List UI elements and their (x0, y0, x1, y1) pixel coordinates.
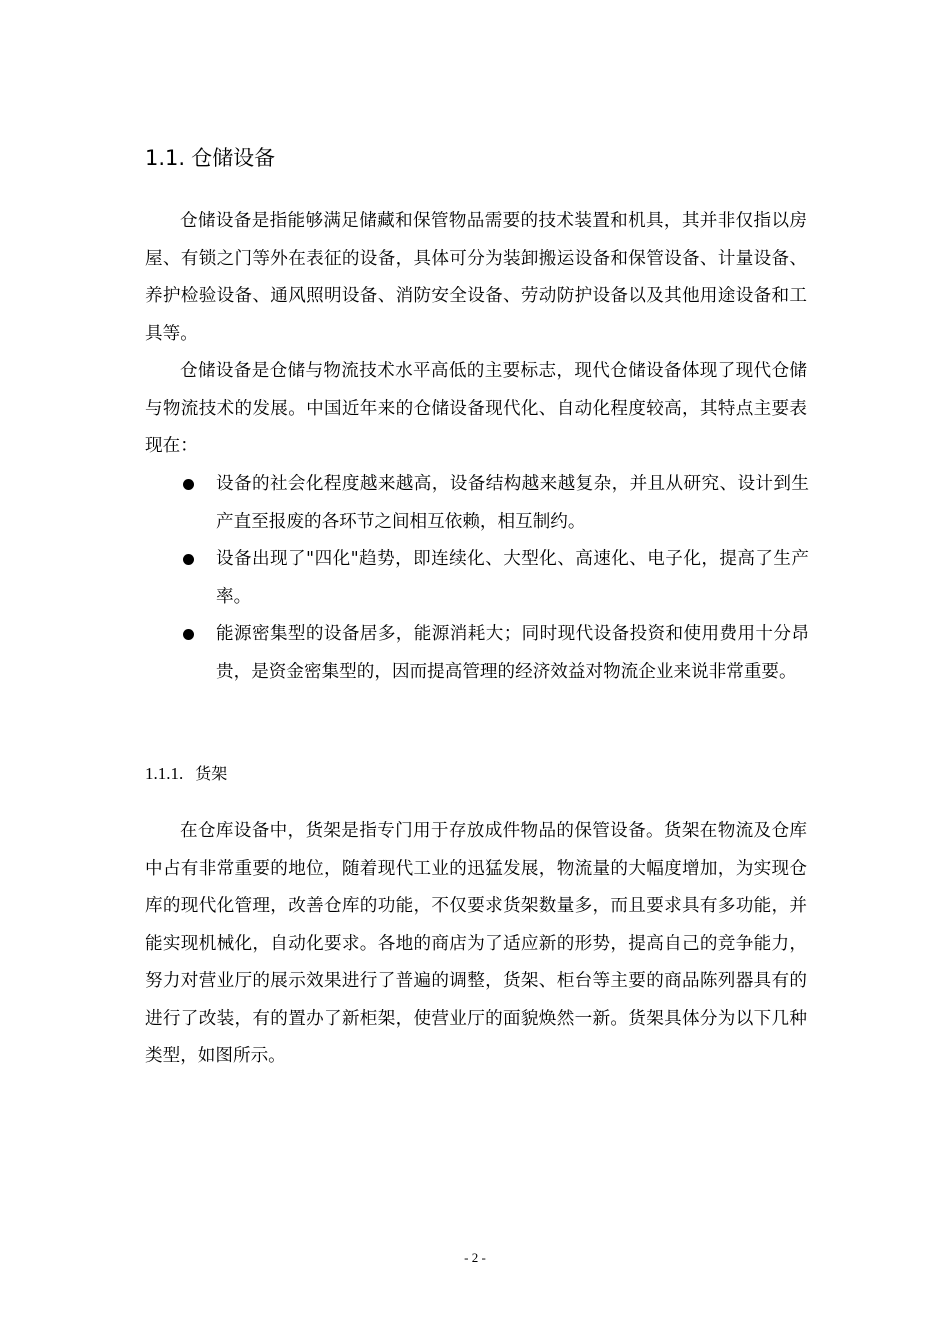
list-item-text: 设备出现了"四化"趋势，即连续化、大型化、高速化、电子化，提高了生产率。 (216, 549, 809, 607)
bullet-icon (183, 479, 194, 490)
paragraph-features: 仓储设备是仓储与物流技术水平高低的主要标志，现代仓储设备体现了现代仓储与物流技术的发展。中国近年来的仓储设备现代化、自动化程度较高，其特点主要表现在： (145, 361, 807, 456)
feature-list (183, 466, 809, 691)
subsection-heading (145, 762, 227, 786)
list-item (183, 616, 809, 691)
subsection-number: 1.1.1. (145, 764, 184, 783)
section-title: 仓储设备 (191, 146, 276, 170)
section-number: 1.1. (145, 146, 186, 170)
list-item (183, 541, 809, 616)
paragraph-shelving: 在仓库设备中，货架是指专门用于存放成件物品的保管设备。货架在物流及仓库中占有非常重要的地位，随着现代工业的迅猛发展，物流量的大幅度增加，为实现仓库的现代化管理，改善仓库的功能，不仅要求货架数量多，而且要求具有多功能，并能实现机械化，自动化要求。各地的商店为了适应新的形势，提高自己的竞争能力，努力对营业厅的展示效果进行了普遍的调整，货架、柜台等主要的商品陈列器具有的进行了改装，有的置办了新柜架，使营业厅的面貌焕然一新。货架具体分为以下几种类型，如图所示。 (145, 821, 807, 1066)
section-heading (145, 144, 275, 172)
bullet-icon (183, 554, 194, 565)
subsection-title: 货架 (195, 764, 228, 783)
paragraph-intro: 仓储设备是指能够满足储藏和保管物品需要的技术装置和机具，其并非仅指以房屋、有锁之门等外在表征的设备，具体可分为装卸搬运设备和保管设备、计量设备、养护检验设备、通风照明设备、消防安全设备、劳动防护设备以及其他用途设备和工具等。 (145, 211, 807, 344)
list-item-text: 设备的社会化程度越来越高，设备结构越来越复杂，并且从研究、设计到生产直至报废的各环节之间相互依赖，相互制约。 (216, 474, 809, 532)
list-item (183, 466, 809, 541)
list-item-text: 能源密集型的设备居多，能源消耗大；同时现代设备投资和使用费用十分昂贵，是资金密集型的，因而提高管理的经济效益对物流企业来说非常重要。 (216, 624, 809, 682)
page-number: - 2 - (464, 1250, 486, 1265)
bullet-icon (183, 629, 194, 640)
